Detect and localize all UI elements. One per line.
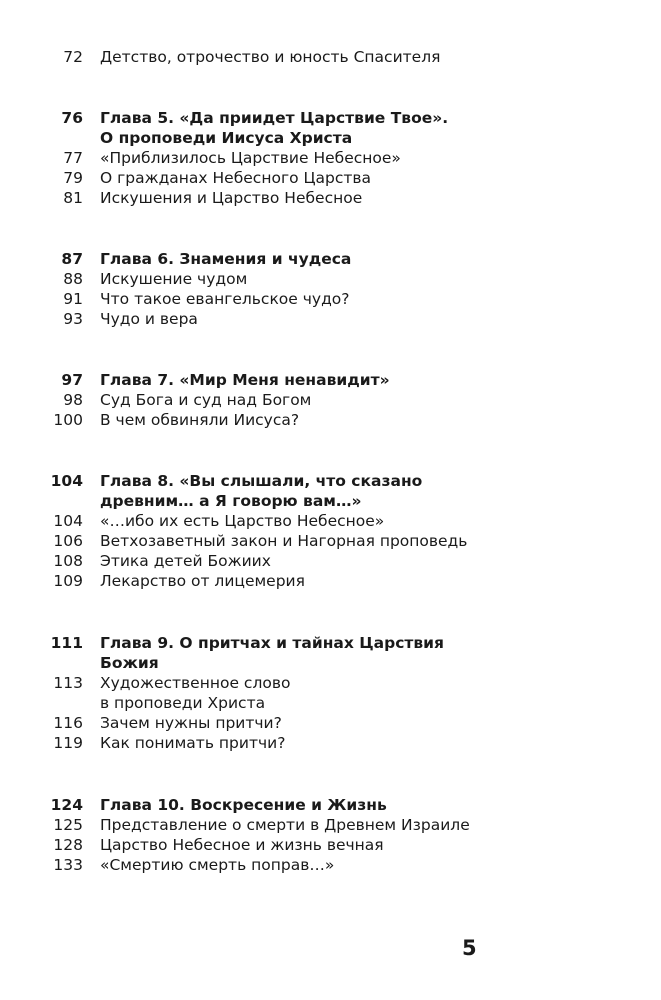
- toc-page-number: 81: [63, 189, 83, 207]
- toc-entry-row: [0, 835, 661, 855]
- section-title: Что такое евангельское чудо?: [100, 290, 350, 308]
- section-title: «Приблизилось Царствие Небесное»: [100, 149, 401, 167]
- section-title: «…ибо их есть Царство Небесное»: [100, 512, 385, 530]
- section-title: Этика детей Божиих: [100, 552, 271, 570]
- toc-page-number: 104: [50, 472, 83, 490]
- chapter-title: Глава 9. О притчах и тайнах Царствия: [100, 634, 444, 652]
- toc-page-number: 98: [63, 391, 83, 409]
- section-title: Представление о смерти в Древнем Израиле: [100, 816, 470, 834]
- toc-page-number: 87: [61, 250, 83, 268]
- section-title: «Смертию смерть поправ…»: [100, 856, 335, 874]
- chapter-heading-row: [0, 128, 661, 148]
- toc-page-number: 125: [53, 816, 83, 834]
- chapter-heading-row: [0, 108, 661, 128]
- section-title: Царство Небесное и жизнь вечная: [100, 836, 384, 854]
- section-title: Суд Бога и суд над Богом: [100, 391, 312, 409]
- toc-page-number: 104: [53, 512, 83, 530]
- chapter-title: Глава 7. «Мир Меня ненавидит»: [100, 371, 390, 389]
- section-title: Детство, отрочество и юность Спасителя: [100, 48, 441, 66]
- chapter-heading-row: [0, 249, 661, 269]
- chapter-title: Глава 6. Знамения и чудеса: [100, 250, 352, 268]
- toc-entry-row: [0, 47, 661, 67]
- section-title: в проповеди Христа: [100, 694, 266, 712]
- toc-entry-row: [0, 188, 661, 208]
- section-title: О гражданах Небесного Царства: [100, 169, 372, 187]
- toc-page-number: 91: [63, 290, 83, 308]
- section-title: В чем обвиняли Иисуса?: [100, 411, 300, 429]
- chapter-heading-row: [0, 370, 661, 390]
- toc-entry-row: [0, 551, 661, 571]
- toc-page-number: 72: [63, 48, 83, 66]
- toc-page-number: 106: [53, 532, 83, 550]
- toc-entry-row: [0, 390, 661, 410]
- toc-page-number: 76: [61, 109, 83, 127]
- chapter-heading-row: [0, 633, 661, 653]
- toc-entry-row: [0, 571, 661, 591]
- toc-page-number: 116: [53, 714, 83, 732]
- section-title: Лекарство от лицемерия: [100, 572, 305, 590]
- toc-entry-row: [0, 531, 661, 551]
- toc-entry-row: [0, 289, 661, 309]
- toc-page-number: 109: [53, 572, 83, 590]
- toc-page-number: 77: [63, 149, 83, 167]
- section-title: Ветхозаветный закон и Нагорная проповедь: [100, 532, 468, 550]
- toc-page-number: 79: [63, 169, 83, 187]
- toc-page-number: 108: [53, 552, 83, 570]
- toc-entry-row: [0, 511, 661, 531]
- chapter-heading-row: [0, 491, 661, 511]
- toc-entry-row: [0, 148, 661, 168]
- chapter-title: Глава 5. «Да приидет Царствие Твое».: [100, 109, 449, 127]
- toc-page-number: 88: [63, 270, 83, 288]
- chapter-title: Глава 10. Воскресение и Жизнь: [100, 796, 387, 814]
- toc-page-number: 111: [50, 634, 83, 652]
- chapter-heading-row: [0, 471, 661, 491]
- section-title: Зачем нужны притчи?: [100, 714, 282, 732]
- toc-page-number: 113: [53, 674, 83, 692]
- toc-page-number: 133: [53, 856, 83, 874]
- toc-page-number: 124: [50, 796, 83, 814]
- chapter-title: древним… а Я говорю вам…»: [100, 492, 362, 510]
- section-title: Искушение чудом: [100, 270, 248, 288]
- chapter-title: О проповеди Иисуса Христа: [100, 129, 353, 147]
- toc-page-number: 97: [61, 371, 83, 389]
- chapter-heading-row: [0, 795, 661, 815]
- toc-entry-row: [0, 713, 661, 733]
- section-title: Художественное слово: [100, 674, 291, 692]
- chapter-heading-row: [0, 653, 661, 673]
- toc-page-number: 100: [53, 411, 83, 429]
- toc-entry-row: [0, 693, 661, 713]
- toc-entry-row: [0, 733, 661, 753]
- toc-entry-row: [0, 168, 661, 188]
- toc-page-number: 128: [53, 836, 83, 854]
- toc-entry-row: [0, 855, 661, 875]
- toc-entry-row: [0, 815, 661, 835]
- section-title: Искушения и Царство Небесное: [100, 189, 363, 207]
- page-number: 5: [462, 936, 477, 960]
- toc-entry-row: [0, 309, 661, 329]
- toc-entry-row: [0, 269, 661, 289]
- toc-entry-row: [0, 410, 661, 430]
- chapter-title: Божия: [100, 654, 159, 672]
- toc-entry-row: [0, 673, 661, 693]
- section-title: Чудо и вера: [100, 310, 198, 328]
- section-title: Как понимать притчи?: [100, 734, 286, 752]
- toc-page-number: 93: [63, 310, 83, 328]
- toc-page-number: 119: [53, 734, 83, 752]
- chapter-title: Глава 8. «Вы слышали, что сказано: [100, 472, 423, 490]
